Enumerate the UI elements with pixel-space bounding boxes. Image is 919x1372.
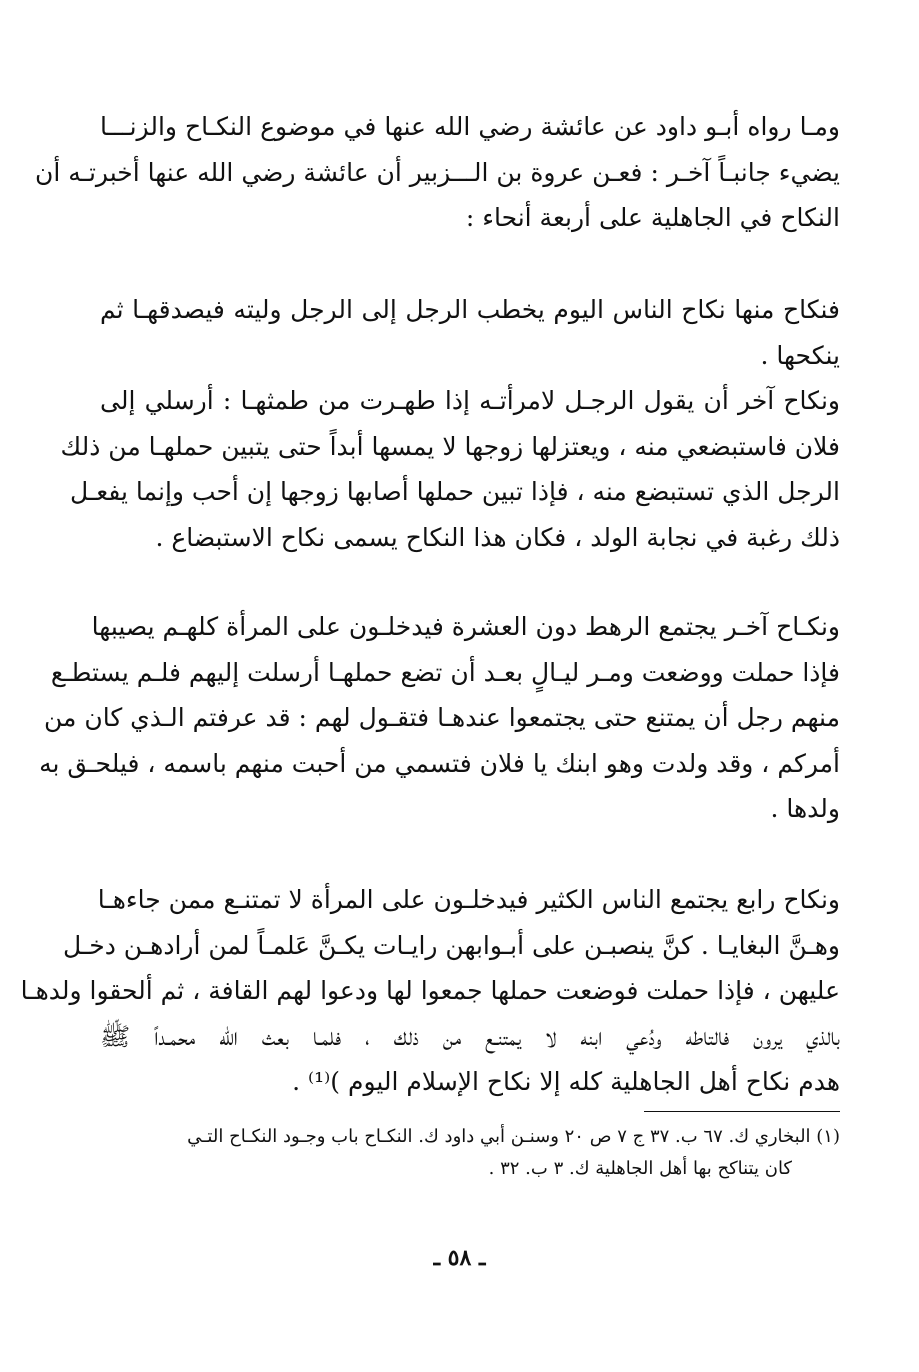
text-line: يضيء جانبـاً آخـر : فعـن عروة بن الـــزبير أن عائشة رضي الله عنها أخبرتـه أن — [34, 157, 840, 187]
page-number: ـ ٥٨ ـ — [433, 1245, 486, 1271]
text-line: ونكـاح آخـر يجتمع الرهط دون العشرة فيدخلـون على المرأة كلهـم يصيبها — [91, 612, 840, 641]
text-line: بالذي يرون فالتاطه ودُعي ابنه لا يمتنـع من ذلك ، فلمـا بعث الله محمـداً ﷺ — [100, 1021, 840, 1051]
paragraph-2 — [100, 287, 840, 378]
text-line: هدم نكاح أهل الجاهلية كله إلا نكاح الإسلام اليوم )⁽¹⁾ . — [292, 1067, 840, 1096]
text-line: عليهن ، فإذا حملت فوضعت حملها جمعوا لها ودعوا لهم القافة ، ثم ألحقوا ولدهـا — [20, 976, 840, 1005]
text-line: ولدها . — [770, 794, 840, 823]
footnote — [100, 1121, 840, 1185]
text-line: منهم رجل أن يمتنع حتى يجتمعوا عندهـا فتقـول لهم : قد عرفتم الـذي كان من — [43, 703, 840, 732]
footnote-line: كان يتناكح بها أهل الجاهلية ك. ٣ ب. ٣٢ . — [488, 1158, 792, 1179]
paragraph-1 — [34, 104, 840, 241]
text-line: ونكاح آخر أن يقول الرجـل لامرأتـه إذا طهـرت من طمثهـا : أرسلي إلى — [100, 386, 840, 415]
paragraph-5 — [20, 877, 840, 1105]
text-line: النكاح في الجاهلية على أربعة أنحاء : — [465, 203, 840, 232]
text-line: الرجل الذي تستبضع منه ، فإذا تبين حملها أصابها زوجها إن أحب وإنما يفعـل — [70, 477, 840, 506]
paragraph-4 — [39, 604, 840, 832]
footnote-divider — [644, 1111, 840, 1112]
text-line: أمركم ، وقد ولدت وهو ابنك يا فلان فتسمي من أحبت منهم باسمه ، فيلحـق به — [39, 748, 840, 778]
text-line: وهـنَّ البغايـا . كنَّ ينصبـن على أبـوابهن رايـات يكـنَّ عَلمـاً لمن أرادهـن دخـل — [63, 930, 840, 960]
footnote-line: (١) البخاري ك. ٦٧ ب. ٣٧ ج ٧ ص ٢٠ وسنـن أبي داود ك. النكـاح باب وجـود النكـاح التـي — [187, 1126, 840, 1147]
text-line: فنكاح منها نكاح الناس اليوم يخطب الرجل إلى الرجل وليته فيصدقهـا ثم — [100, 295, 840, 324]
text-line: فإذا حملت ووضعت ومـر ليـالٍ بعـد أن تضع حملهـا أرسلت إليهم فلـم يستطـع — [50, 657, 840, 687]
text-line: ذلك رغبة في نجابة الولد ، فكان هذا النكاح يسمى نكاح الاستبضاع . — [155, 522, 840, 552]
text-line: ونكاح رابع يجتمع الناس الكثير فيدخلـون على المرأة لا تمتنـع ممن جاءهـا — [97, 885, 840, 914]
text-line: ومـا رواه أبـو داود عن عائشة رضي الله عنها في موضوع النكـاح والزنـــا — [100, 112, 840, 141]
text-line: ينكحها . — [760, 340, 840, 370]
paragraph-3 — [60, 378, 840, 560]
text-line: فلان فاستبضعي منه ، ويعتزلها زوجها لا يمسها أبداً حتى يتبين حملهـا من ذلك — [60, 431, 840, 461]
